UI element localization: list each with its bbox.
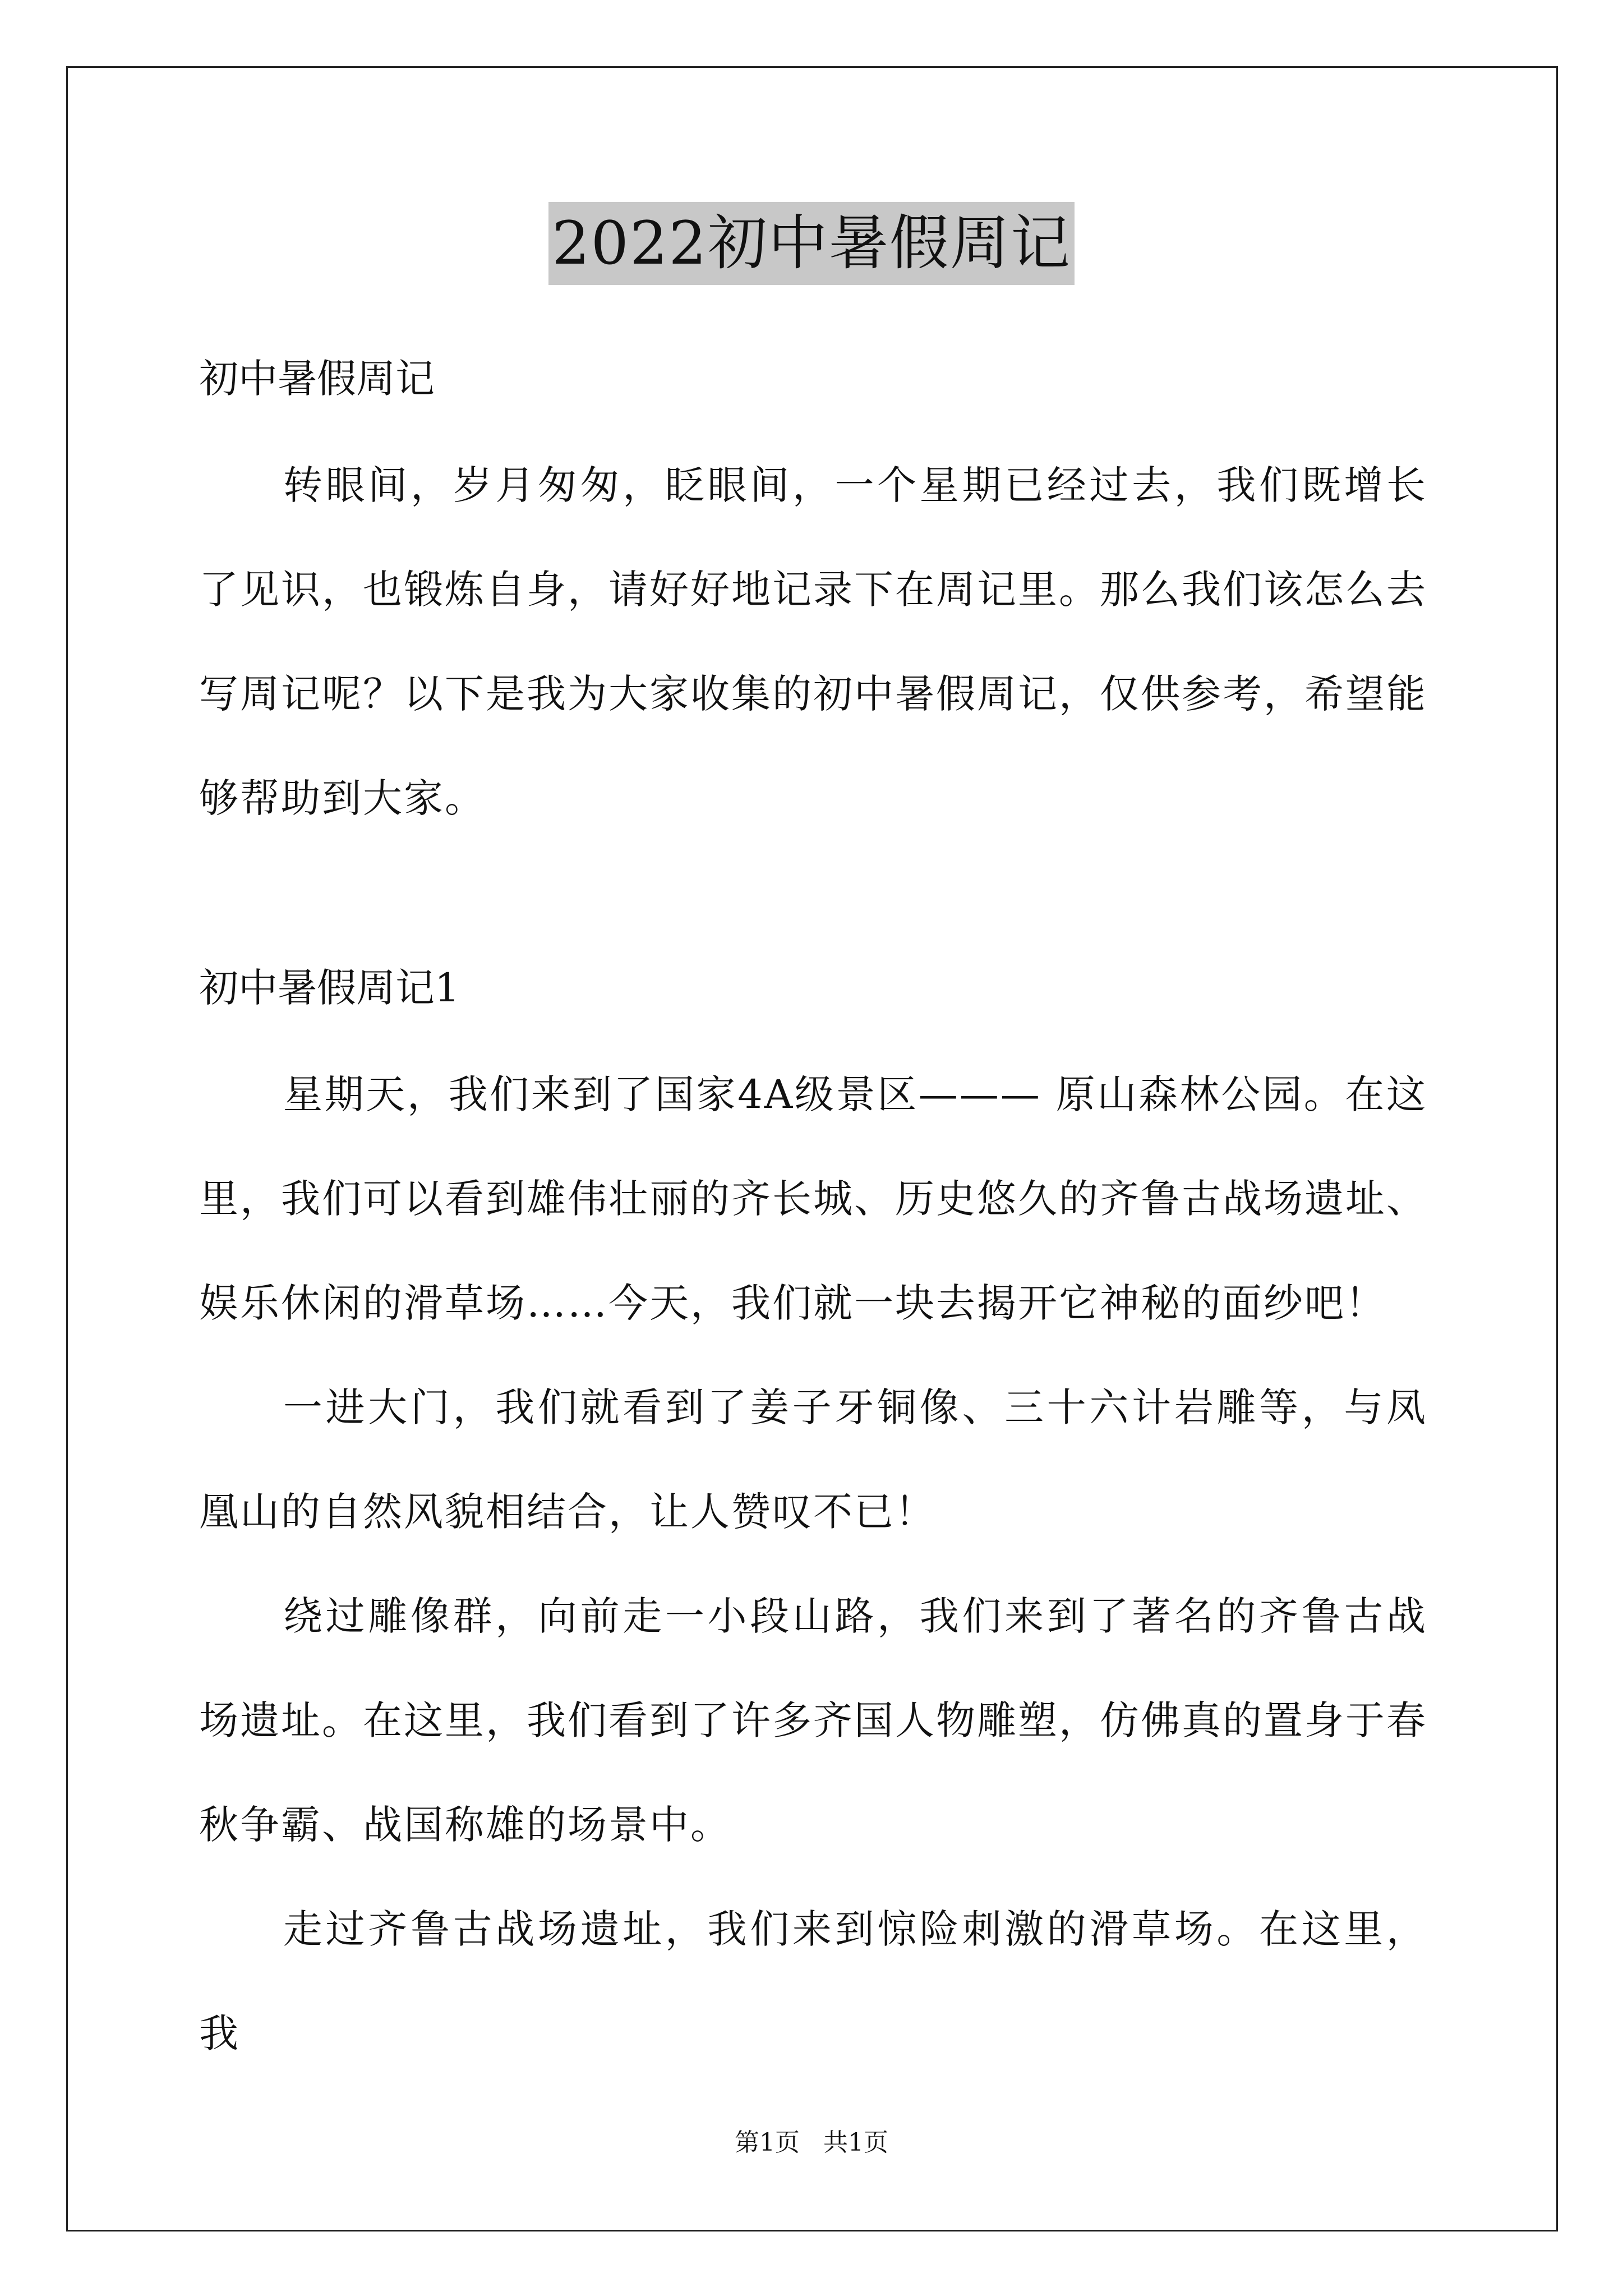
- page-footer: 第1页 共1页: [735, 2128, 888, 2157]
- body-paragraph-3: 绕过雕像群，向前走一小段山路，我们来到了著名的齐鲁古战场遗址。在这里，我们看到了许多齐国人物雕塑，仿佛真的置身于春秋争霸、战国称雄的场景中。: [199, 1593, 1427, 1848]
- document-body: [199, 337, 1427, 2086]
- title-container: [0, 202, 1623, 285]
- document-title: 2022初中暑假周记: [548, 202, 1075, 285]
- body-paragraph-2: 一进大门，我们就看到了姜子牙铜像、三十六计岩雕等，与凤凰山的自然风貌相结合，让人赞叹不已！: [199, 1384, 1427, 1535]
- body-paragraph-4: 走过齐鲁古战场遗址，我们来到惊险刺激的滑草场。在这里，我: [199, 1906, 1427, 2056]
- subtitle: 初中暑假周记: [199, 356, 435, 402]
- intro-paragraph: 转眼间，岁月匆匆，眨眼间，一个星期已经过去，我们既增长了见识，也锻炼自身，请好好地记录下在周记里。那么我们该怎么去写周记呢？以下是我为大家收集的初中暑假周记，仅供参考，希望能够帮助到大家。: [199, 462, 1427, 821]
- section-heading: 初中暑假周记1: [199, 965, 460, 1011]
- body-paragraph-1: 星期天，我们来到了国家4A级景区——— 原山森林公园。在这里，我们可以看到雄伟壮丽的齐长城、历史悠久的齐鲁古战场遗址、娱乐休闲的滑草场……今天，我们就一块去揭开它神秘的面纱吧！: [199, 1071, 1427, 1326]
